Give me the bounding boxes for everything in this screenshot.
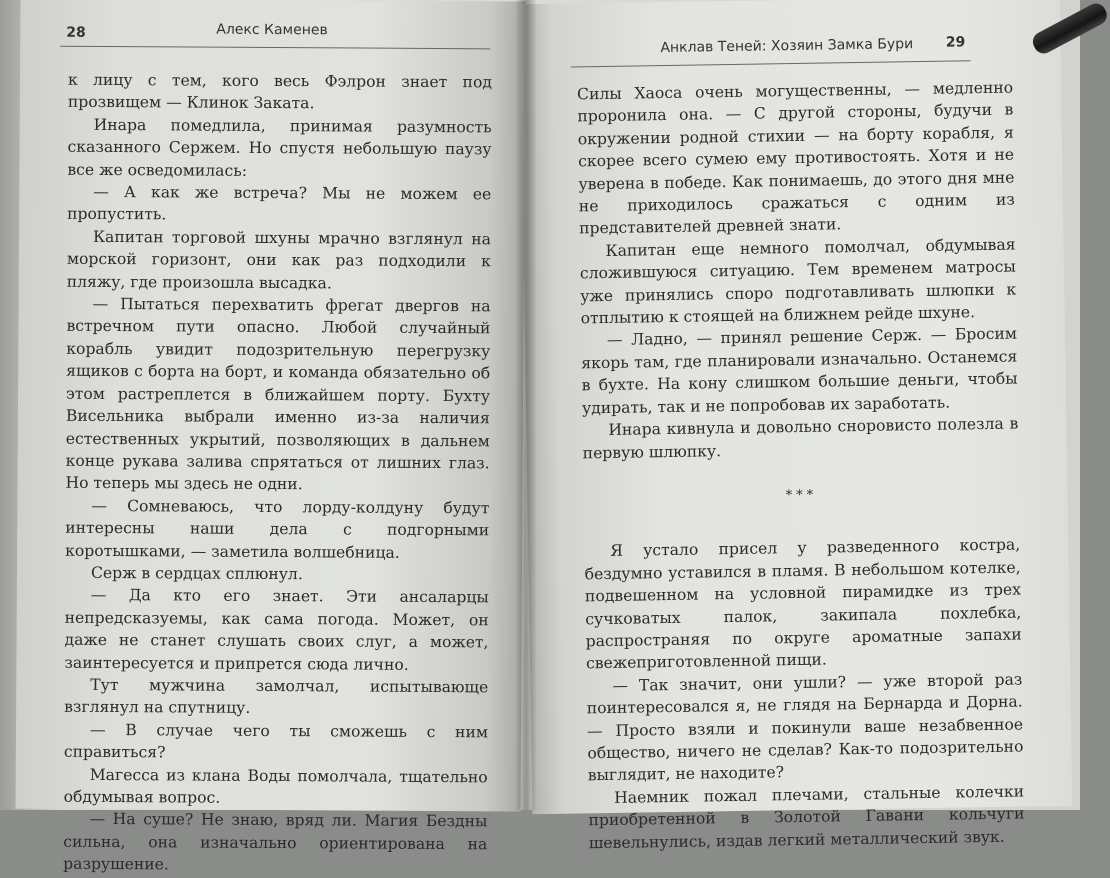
paragraph: — Пытаться перехватить фрегат двергов на встречном пути опасно. Любой случайный корабль увидит подозрительную перегрузку ящиков с борта на борт, и команда обязательно об этом растреплется в ближайшем порту. Бухту Висельника выбрали именно из-за наличия естественных укрытий, позволяющих в дальнем конце рукава залива спрятаться от лишних глаз. Но теперь мы здесь не одни. [65, 294, 491, 494]
left-page [16, 0, 526, 874]
running-head-title: Анклав Теней: Хозяин Замка Бури [660, 36, 914, 57]
paragraph: Магесса из клана Воды помолчала, тщательно обдумывая вопрос. [63, 765, 488, 807]
paragraph: Я устало присел у разведенного костра, бездумно уставился в пламя. В небольшом котелке, подвешенном на условной пирамидке из трех сучковатых палок, закипала похлебка, распространяя по округе ароматные запахи свежеприготовленной пищи. [584, 535, 1022, 673]
paragraph: Инара помедлила, принимая разумность сказанного Сержем. Но спустя небольшую паузу все же осведомилась: [67, 115, 492, 180]
paragraph: — Так значит, они ушли? — уже второй раз поинтересовался я, не глядя на Бернарда и Дорна. — Просто взяли и покинули ваше незабвенное общество, ничего не сделав? Как-то подозрительно выглядит, не находите? [586, 670, 1024, 785]
left-page-text [63, 69, 492, 878]
paragraph: Капитан торговой шхуны мрачно взглянул на морской горизонт, они как раз подходили к пляжу, где произошла высадка. [66, 227, 492, 293]
page-number-left: 28 [66, 24, 86, 41]
paragraph: — Ладно, — принял решение Серж. — Бросим якорь там, где планировали изначально. Останемся в бухте. На кону слишком большие деньги, чтобы удирать, так и не попробовав их заработать. [581, 324, 1018, 418]
paragraph: — В случае чего ты сможешь с ним справиться? [63, 720, 489, 762]
paragraph: — На суше? Не знаю, вряд ли. Магия Бездны сильна, она изначально ориентирована на разрушение. [63, 810, 488, 874]
left-page-header [20, 16, 525, 49]
header-rule-left [60, 46, 490, 50]
paragraph: Наемник пожал плечами, стальные колечки приобретенной в Золотой Гавани кольчуги шевельнулись, издав легкий металлический звук. [588, 782, 1025, 852]
right-page-text [577, 77, 1025, 855]
paragraph: — А как же встреча? Мы не можем ее пропустить. [67, 182, 492, 224]
paragraph: Серж в сердцах сплюнул. [90, 563, 303, 584]
paragraph: Силы Хаоса очень могущественны, — медленно проронила она. — С другой стороны, будучи в окружении родной стихии — на борту корабля, я скорее всего сумею ему противостоять. Хотя и не уверена в победе. Как понимаешь, до этого дня мне не приходилось сражаться с одним из представителей древней знати. [576, 78, 1015, 238]
right-page-header [520, 14, 1060, 57]
running-head-author: Алекс Каменев [216, 21, 328, 39]
paragraph: — Да кто его знает. Эти ансаларцы непредсказуемы, как сама погода. Может, он даже не станет слушать своих слуг, а может, заинтересуется и припрется сюда лично. [64, 586, 489, 674]
section-separator: *** [785, 487, 818, 504]
paragraph: Капитан еще немного помолчал, обдумывая сложившуюся ситуацию. Тем временем матросы уже принялись споро подготавливать шлюпки к отплытию к стоящей на ближнем рейде шхуне. [579, 235, 1017, 328]
right-page [520, 0, 1073, 852]
paragraph: Инара кивнула и довольно сноровисто полезла в первую шлюпку. [582, 414, 1019, 462]
header-rule-right [571, 60, 971, 67]
paragraph: Тут мужчина замолчал, испытывающе взглянул на спутницу. [64, 675, 489, 718]
paragraph: — Сомневаюсь, что лорду-колдуну будут интересны наши дела с подгорными коротышками, — заметила волшебница. [65, 496, 490, 562]
book-gutter [515, 0, 537, 810]
paragraph: к лицу с тем, кого весь Фэлрон знает под прозвищем — Клинок Заката. [67, 70, 493, 113]
page-number-right: 29 [945, 34, 966, 51]
